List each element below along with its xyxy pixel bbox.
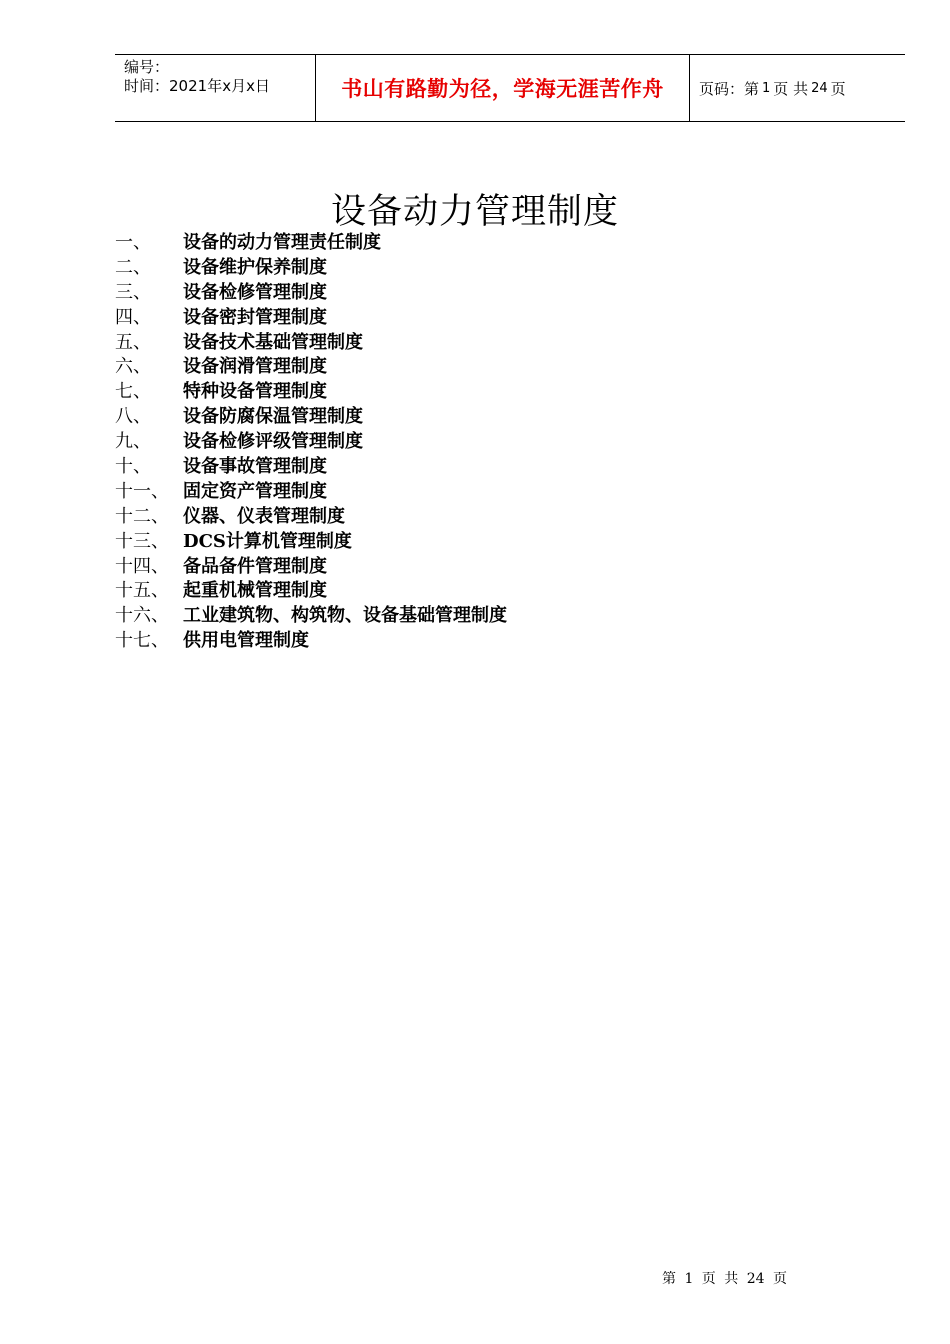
toc-item: [115, 306, 507, 331]
toc-item-number: 十三、: [115, 530, 169, 552]
toc-item: [115, 629, 507, 654]
toc-item-text: 特种设备管理制度: [183, 381, 327, 403]
toc-item-text: 设备密封管理制度: [183, 306, 327, 328]
page-suffix: 页: [830, 79, 846, 98]
toc-item-text: 设备技术基础管理制度: [183, 331, 363, 353]
toc-item: [115, 579, 507, 604]
toc-item: [115, 256, 507, 281]
toc-item-number: 三、: [115, 281, 151, 303]
toc-item: [115, 281, 507, 306]
toc-item-text: 供用电管理制度: [183, 630, 309, 652]
page-footer: 第 1 页 共 24 页: [662, 1271, 787, 1287]
toc-item: [115, 480, 507, 505]
toc-item-number: 一、: [115, 232, 151, 253]
toc-item: [115, 380, 507, 405]
toc-item: [115, 505, 507, 530]
toc-item-number: 十、: [115, 456, 151, 478]
toc-item-number: 十一、: [115, 480, 169, 502]
toc-item-number: 九、: [115, 431, 151, 453]
time-label: 时间：: [124, 77, 170, 95]
toc-item-text: 设备润滑管理制度: [183, 356, 327, 378]
toc-item-number: 十二、: [115, 505, 169, 527]
toc-item-text: 设备事故管理制度: [183, 456, 327, 478]
header-info-cell: [115, 55, 316, 121]
toc-item-number: 十七、: [115, 630, 169, 652]
toc-item-number: 十五、: [115, 580, 169, 602]
toc-item-number: 四、: [115, 306, 151, 328]
toc-item-text: 仪器、仪表管理制度: [183, 505, 345, 527]
toc-item-text: 设备维护保养制度: [183, 256, 327, 278]
page-label: 页码：第: [699, 79, 760, 98]
toc-item-text: 设备的动力管理责任制度: [183, 232, 381, 253]
toc-item-text: 设备检修评级管理制度: [183, 431, 363, 453]
toc-item-text: 备品备件管理制度: [183, 555, 327, 577]
toc-item-text: 设备防腐保温管理制度: [183, 406, 363, 428]
toc-item-text: 固定资产管理制度: [183, 480, 327, 502]
toc-item-text: 起重机械管理制度: [183, 580, 327, 602]
toc-item: [115, 331, 507, 356]
time-value: 2021年x月x日: [169, 77, 270, 95]
toc-item: [115, 231, 507, 256]
header-page-info: [690, 55, 905, 121]
page-current: 1: [762, 80, 771, 96]
number-label: 编号：: [124, 58, 170, 76]
toc-item: [115, 604, 507, 629]
toc-item: [115, 355, 507, 380]
toc-item-number: 八、: [115, 406, 151, 428]
document-title: 设备动力管理制度: [330, 192, 619, 232]
toc-item-number: 十四、: [115, 555, 169, 577]
toc-item: [115, 530, 507, 555]
toc-item-text: 工业建筑物、构筑物、设备基础管理制度: [183, 605, 507, 627]
toc-item: [115, 430, 507, 455]
page-mid: 页 共: [773, 79, 809, 98]
page-total: 24: [811, 80, 828, 96]
time-line: [124, 77, 315, 96]
header-motto: 书山有路勤为径，学海无涯苦作舟: [316, 55, 690, 121]
page-header: [115, 54, 905, 122]
toc-item-number: 二、: [115, 256, 151, 278]
toc-item-text: 设备检修管理制度: [183, 281, 327, 303]
toc-item-text: DCS计算机管理制度: [183, 530, 352, 552]
toc-item-number: 十六、: [115, 605, 169, 627]
toc-item-number: 七、: [115, 381, 151, 403]
toc-item-number: 六、: [115, 356, 151, 378]
table-of-contents: [115, 231, 507, 654]
toc-item-number: 五、: [115, 331, 151, 353]
toc-item: [115, 555, 507, 580]
toc-item: [115, 405, 507, 430]
toc-item: [115, 455, 507, 480]
